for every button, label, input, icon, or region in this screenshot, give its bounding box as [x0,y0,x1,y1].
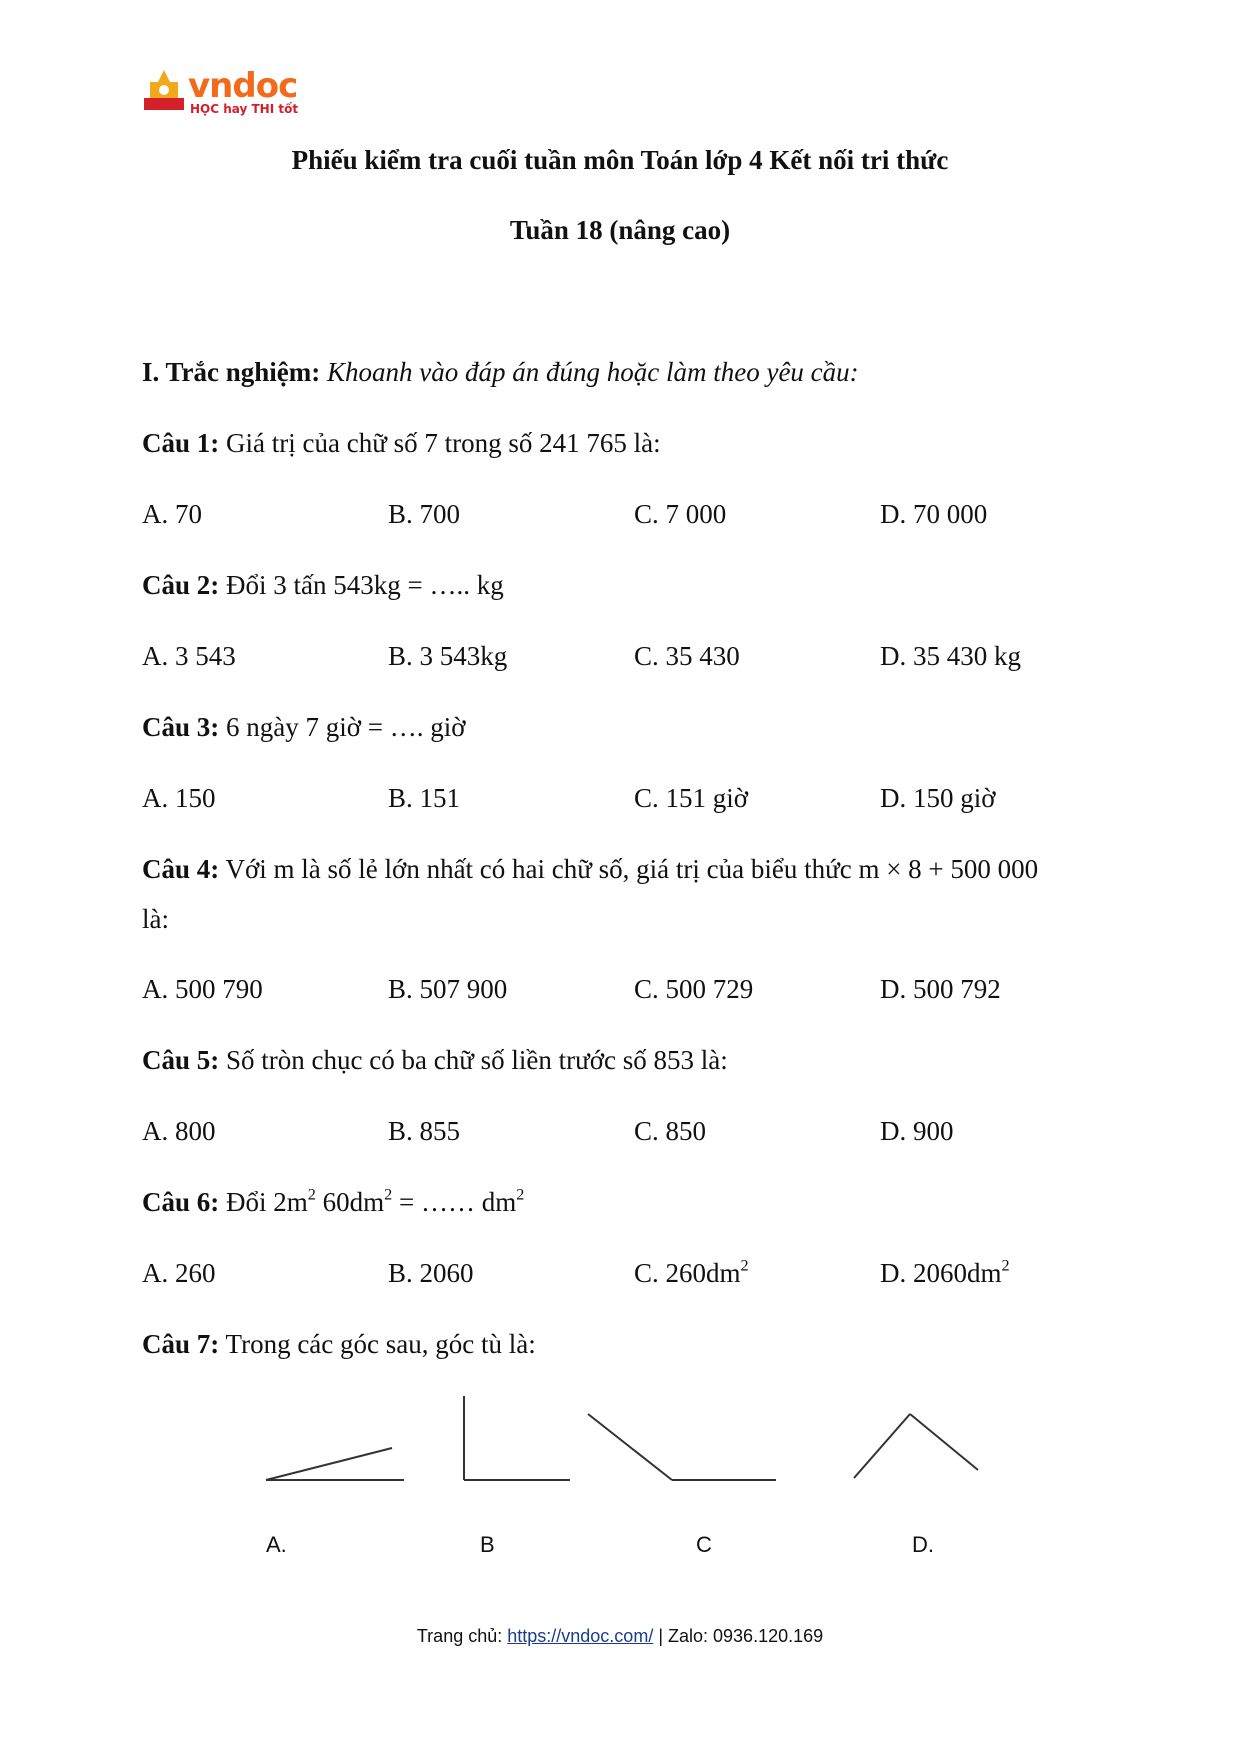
question-6-option-d[interactable]: D. $2060dm^2$ [880,1256,1010,1288]
question-2-option-c[interactable]: C. 35 430 [634,641,740,671]
question-2-option-a[interactable]: A. 3 543 [142,641,236,671]
angle-d-figure[interactable] [854,1414,978,1478]
angle-d-label: D. [912,1532,934,1557]
question-1-option-a[interactable]: A. 70 [142,499,202,529]
question-text: Trong các góc sau, góc tù là: [225,1329,536,1359]
question-label: Câu 5: [142,1045,220,1075]
question-3 [142,712,466,743]
question-3-option-b[interactable]: B. 151 [388,783,461,813]
question-3-option-d[interactable]: D. 150 giờ [880,783,996,813]
question-text: Giá trị của chữ số 7 trong số 241 765 là: [226,428,661,458]
question-2 [142,570,504,601]
angle-c-figure[interactable] [588,1414,776,1480]
question-label: Câu 6: [142,1187,220,1217]
question-5-option-c[interactable]: C. 850 [634,1116,707,1146]
question-5-option-d[interactable]: D. 900 [880,1116,954,1146]
question-text: Số tròn chục có ba chữ số liền trước số 853 là: [226,1045,728,1075]
angle-a-label: A. [266,1532,287,1557]
vndoc-logo [140,68,300,128]
section-instruction: Khoanh vào đáp án đúng hoặc làm theo yêu cầu: [327,357,859,387]
page-subtitle: Tuần 18 (nâng cao) [509,215,731,245]
angle-b-figure[interactable] [464,1396,570,1480]
question-4-option-d[interactable]: D. 500 792 [880,974,1001,1004]
question-4-option-c[interactable]: C. 500 729 [634,974,754,1004]
question-5 [142,1045,728,1076]
angle-c-label: C [696,1532,712,1557]
page-title: Phiếu kiểm tra cuối tuần môn Toán lớp 4 Kết nối tri thức [291,145,949,175]
logo-tagline: HỌC hay THI tốt [190,102,299,116]
question-6-option-a[interactable]: A. 260 [142,1258,216,1288]
question-text: 6 ngày 7 giờ = …. giờ [226,712,466,742]
question-label: Câu 2: [142,570,220,600]
question-label: Câu 7: [142,1329,220,1359]
angle-drawings [0,1390,1240,1520]
question-4-continued: là: [142,904,169,934]
question-text: Với m là số lẻ lớn nhất có hai chữ số, giá trị của biểu thức m × 8 + 500 000 [225,854,1039,884]
question-label: Câu 3: [142,712,220,742]
question-4-option-b[interactable]: B. 507 900 [388,974,508,1004]
page-footer [0,1626,1240,1647]
question-7 [142,1329,536,1360]
question-2-option-d[interactable]: D. 35 430 kg [880,641,1021,671]
angle-a-figure[interactable] [266,1448,404,1480]
angle-figures [0,1390,1240,1570]
question-5-option-a[interactable]: A. 800 [142,1116,216,1146]
footer-contact: | Zalo: 0936.120.169 [653,1626,824,1646]
question-4 [142,854,1038,885]
question-text: Đổi $2m^2$ $60dm^2$ = …… $dm^2$ [226,1185,525,1217]
section-heading-label: I. Trắc nghiệm: [142,357,321,387]
question-1-option-c[interactable]: C. 7 000 [634,499,727,529]
homepage-link[interactable]: https://vndoc.com/ [507,1626,654,1646]
question-6 [142,1187,524,1218]
question-5-option-b[interactable]: B. 855 [388,1116,461,1146]
question-6-option-c[interactable]: C. $260dm^2$ [634,1256,749,1288]
question-label: Câu 1: [142,428,220,458]
footer-prefix: Trang chủ: [416,1626,508,1646]
question-1-option-d[interactable]: D. 70 000 [880,499,988,529]
logo-brand: vndoc [188,66,298,106]
question-label: Câu 4: [142,854,220,884]
question-3-option-a[interactable]: A. 150 [142,783,216,813]
question-2-option-b[interactable]: B. 3 543kg [388,641,508,671]
question-1 [142,428,661,459]
question-text: Đổi 3 tấn 543kg = ….. kg [226,570,504,600]
question-6-option-b[interactable]: B. 2060 [388,1258,474,1288]
temple-logo-icon [140,68,188,118]
question-1-option-b[interactable]: B. 700 [388,499,461,529]
angle-b-label: B [480,1532,495,1557]
question-4-option-a[interactable]: A. 500 790 [142,974,263,1004]
question-3-option-c[interactable]: C. 151 giờ [634,783,749,813]
section-heading [142,357,859,388]
